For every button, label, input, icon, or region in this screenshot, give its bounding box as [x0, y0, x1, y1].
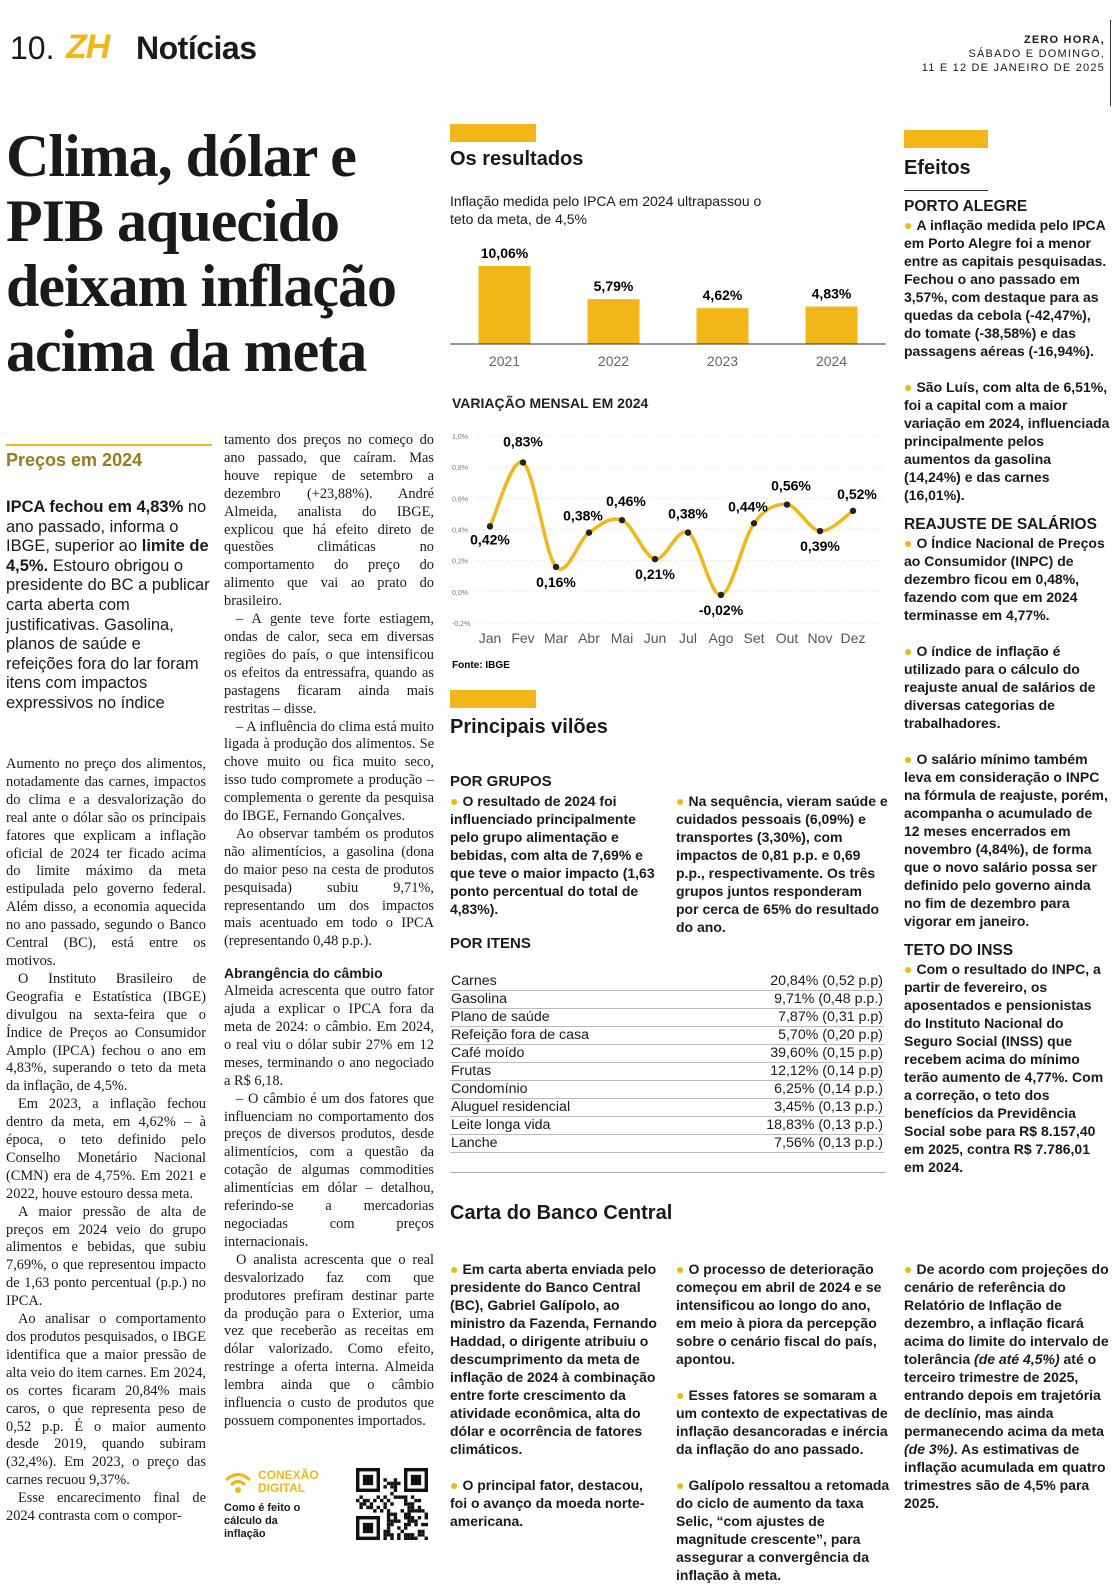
carta-c3-a: De acordo com projeções do cenário de referência do Relatório de Inflação de dezembro, a inflação ficará acima do limite do intervalo de tolerância [904, 1261, 1109, 1367]
reaj-p3-content: O salário mínimo também leva em consideração o INPC na fórmula de reajuste, porém, acompanha o acumulado de 12 meses encerrados em novembro (4,84%), de forma que o novo salário possa ser definido pelo governo ainda no fim de dezembro para vigorar em janeiro. [904, 751, 1108, 929]
carta-c2-p2-content: Esses fatores se somaram a um contexto de expectativas de inflação desancoradas e inércia da inflação do ano passado. [676, 1387, 888, 1457]
y-tick-label: 1,0% [452, 434, 468, 441]
poa-p2-content: São Luís, com alta de 6,51%, foi a capital com a maior variação em 2024, influenciada principalmente pelos aumentos da gasolina (14,24%) e das carnes (16,01%). [904, 379, 1110, 503]
zh-logo: ZH [66, 28, 110, 66]
reaj-p2-content: O índice de inflação é utilizado para o cálculo do reajuste anual de salários de diversas categorias de trabalhadores. [904, 643, 1096, 731]
inss-p1-content: Com o resultado do INPC, a partir de fevereiro, os aposentados e pensionistas do Instituto Nacional do Seguro Social (INSS) que recebem acima do mínimo terão aumento de 4,77%. Com a correção, o teto dos benefícios da Previdência Social sobe para R$ 8.157,40 em 2025, contra R$ 7.786,01 em 2024. [904, 961, 1104, 1175]
item-name: Leite longa vida [450, 1116, 685, 1134]
carta-col1 [450, 1260, 662, 1530]
reaj-p2 [904, 642, 1110, 732]
subheading-cambio: Abrangência do câmbio [224, 965, 383, 982]
point-label: 0,44% [728, 498, 768, 515]
item-value: 6,25% (0,14 p.p.) [685, 1080, 884, 1098]
bullet-icon: ● [904, 961, 913, 977]
itens-title: POR ITENS [450, 935, 531, 952]
paragraph: tamento dos preços no começo do ano passado, que caíram. Mas houve repique de setembro a dezembro (+23,88%). André Almeida, analista do IBGE, explicou que há efeito direto de questões climáticas no comportamento do preço do alimento que vai ao prato do brasileiro. [224, 432, 434, 610]
paragraph: Aumento no preço dos alimentos, notadamente das carnes, impactos do clima e a desvalorização do real ante o dólar são os principais fatores que explicam a inflação oficial de 2024 ter ficado acima do limite máximo da meta estipulada pelo governo federal. Além disso, a economia aquecida no ano passado, segundo o Banco Central (BC), está entre os motivos. [6, 756, 206, 969]
inss-title: TETO DO INSS [904, 942, 1014, 959]
line-chart-title: VARIAÇÃO MENSAL EM 2024 [452, 395, 649, 411]
article-column-1 [6, 756, 206, 1526]
x-tick-label: Out [775, 630, 799, 646]
resultados-subtitle: Inflação medida pelo IPCA em 2024 ultrapassou o teto da meta, de 4,5% [450, 193, 762, 227]
point-label: -0,02% [698, 601, 744, 618]
table-row [450, 1134, 884, 1152]
item-name: Frutas [450, 1062, 685, 1080]
paragraph: – A gente teve forte estiagem, ondas de calor, seca em diversas regiões do país, o que intensificou os efeitos da entressafra, quando as pastagens ficaram ainda mais restritas – disse. [224, 611, 434, 717]
data-point-Jun [652, 556, 658, 562]
lede-text-2: Estouro obrigou o presidente do BC a publicar carta aberta com justificativas. Gasolina, planos de saúde e refeições fora do lar foram itens com impactos expressivos no índice [6, 556, 210, 712]
table-row [450, 1008, 884, 1026]
inss-p1 [904, 960, 1110, 1176]
bullet-icon: ● [904, 643, 913, 659]
table-row [450, 1116, 884, 1134]
bar-label: 4,62% [702, 287, 743, 304]
x-tick-label: Fev [511, 630, 535, 646]
carta-rule [450, 1172, 886, 1173]
conexao-title-2: DIGITAL [258, 1481, 306, 1495]
masthead-days: SÁBADO E DOMINGO, [968, 48, 1105, 60]
item-value: 7,87% (0,31 p.p) [685, 1008, 884, 1026]
wifi-icon [224, 1470, 252, 1494]
y-tick-label: 0,2% [452, 558, 468, 566]
point-label: 0,42% [470, 531, 510, 548]
x-tick-label: Mar [543, 630, 569, 646]
table-row [450, 972, 884, 990]
bullet-icon: ● [904, 379, 913, 395]
bar-2024 [806, 307, 858, 344]
headline: Clima, dólar e PIB aquecido deixam inflação acima da meta [6, 123, 396, 384]
point-label: 0,38% [563, 507, 603, 524]
itens-table [450, 972, 884, 1153]
poa-title: PORTO ALEGRE [904, 198, 1028, 215]
table-row [450, 1098, 884, 1116]
viloes-title: Principais vilões [450, 716, 608, 738]
paragraph: Ao observar também os produtos não alimentícios, a gasolina (dona do maior peso na cesta de produtos pesquisada) subiu 9,71%, representando um dos impactos mais acentuado em todo o IPCA (representando 0,48 p.p.). [224, 825, 434, 950]
x-tick-label: Dez [840, 630, 866, 646]
bullet-icon: ● [904, 535, 913, 551]
data-point-Abr [586, 529, 592, 535]
conexao-subtitle: Como é feito o cálculo da inflação [224, 1502, 301, 1540]
paragraph: Em 2023, a inflação fechou dentro da meta, em 4,62% – à época, o teto definido pelo Conselho Monetário Nacional (CMN) era de 4,75%. Em 2021 e 2022, houve estouro dessa meta. [6, 1096, 206, 1202]
item-value: 20,84% (0,52 p.p) [685, 972, 884, 990]
reaj-p1-content: O Índice Nacional de Preços ao Consumidor (INPC) de dezembro ficou em 0,48%, fazendo com que em 2024 terminasse em 4,77%. [904, 535, 1105, 623]
point-label: 0,56% [771, 477, 811, 494]
precos-title: Preços em 2024 [6, 444, 212, 481]
poa-p2 [904, 378, 1110, 504]
data-point-Nov [817, 528, 823, 534]
conexao-title-1: CONEXÃO [258, 1468, 319, 1482]
carta-c2-p3 [676, 1476, 890, 1584]
bar-category: 2022 [597, 353, 630, 369]
item-value: 18,83% (0,13 p.p.) [685, 1116, 884, 1134]
carta-c3-c: . As estimativas de inflação acumulada em quatro trimestres são de 4,5% para 2025. [904, 1441, 1106, 1511]
item-value: 3,45% (0,13 p.p.) [685, 1098, 884, 1116]
y-tick-label: 0,8% [452, 465, 468, 473]
lede [6, 498, 212, 714]
item-name: Lanche [450, 1134, 685, 1152]
paragraph: O analista acrescenta que o real desvalorizado faz com que produtores prefiram destinar parte da produção para o Exterior, uma vez que receberão as receitas em dólar valorizado. Como efeito, restringe a oferta interna. Almeida lembra ainda que o câmbio influencia o custo de produtos que possuem componentes importados. [224, 1251, 434, 1429]
y-tick-label: -0,2% [452, 621, 471, 628]
resultados-accent [450, 124, 536, 142]
y-tick-label: 0,6% [452, 496, 468, 504]
bar-label: 5,79% [593, 278, 634, 295]
bullet-icon: ● [450, 1261, 459, 1277]
bar-label: 10,06% [480, 245, 529, 261]
data-point-Ago [718, 592, 724, 598]
grupos-text-1 [450, 792, 662, 918]
article-column-2 [224, 432, 434, 1431]
paragraph: Almeida acrescenta que outro fator ajuda a explicar o IPCA fora da meta de 2024: o câmbio. Em 2024, o real viu o dólar subir 27% em 12 meses, terminando o ano negociado a R$ 6,18. [224, 983, 434, 1089]
point-label: 0,52% [837, 485, 877, 502]
data-point-Dez [850, 508, 856, 514]
item-name: Gasolina [450, 990, 685, 1008]
bullet-icon: ● [450, 793, 459, 809]
poa-p1-content: A inflação medida pelo IPCA em Porto Alegre foi a menor entre as capitais pesquisadas. Fechou o ano passado em 3,57%, com destaque para as quedas da cebola (-42,47%), do tomate (-38,58%) e das passagens aéreas (-16,94%). [904, 217, 1107, 359]
item-name: Refeição fora de casa [450, 1026, 685, 1044]
table-row [450, 990, 884, 1008]
data-point-Set [751, 520, 757, 526]
item-value: 12,12% (0,14 p.p) [685, 1062, 884, 1080]
carta-c3-italic-2: (de 3%) [904, 1441, 954, 1457]
bullet-icon: ● [904, 751, 913, 767]
bar-label: 4,83% [811, 285, 852, 302]
item-name: Condomínio [450, 1080, 685, 1098]
carta-c2-p2 [676, 1386, 890, 1458]
bullet-icon: ● [450, 1477, 459, 1493]
paragraph: – O câmbio é um dos fatores que influenciam no comportamento dos preços de diversos produtos, desde alimentícios, com a questão da cotação de algumas commodities alimentícias em dólar – detalhou, referindo-se a mercadorias negociadas com preços internacionais. [224, 1090, 434, 1250]
masthead-paper: ZERO HORA, [1023, 34, 1105, 46]
bullet-icon: ● [904, 217, 913, 233]
bar-category: 2023 [706, 353, 739, 369]
bullet-icon: ● [676, 793, 685, 809]
data-point-Out [784, 501, 790, 507]
efeitos-accent [904, 130, 988, 148]
point-label: 0,38% [668, 505, 708, 522]
x-tick-label: Jan [478, 630, 502, 646]
carta-c2-p3-content: Galípolo ressaltou a retomada do ciclo de aumento da taxa Selic, “com ajustes de magnitude crescente”, para assegurar a convergência da inflação à meta. [676, 1477, 890, 1583]
data-point-Fev [520, 459, 526, 465]
resultados-title: Os resultados [450, 148, 584, 170]
efeitos-rule [904, 190, 988, 191]
bar-2022 [588, 299, 640, 344]
carta-c1-p1-content: Em carta aberta enviada pelo presidente do Banco Central (BC), Gabriel Galípolo, ao ministro da Fazenda, Fernando Haddad, o dirigente atribuiu o descumprimento da meta de inflação de 2024 à combinação entre forte crescimento da atividade econômica, alta do dólar e ocorrência de fatores climáticos. [450, 1261, 657, 1457]
monthly-variation-line-chart [450, 390, 886, 680]
table-row [450, 1044, 884, 1062]
item-value: 39,60% (0,15 p.p) [685, 1044, 884, 1062]
chart-source: Fonte: IBGE [452, 660, 510, 671]
y-tick-label: 0,4% [452, 527, 468, 535]
viloes-accent [450, 690, 536, 708]
grupos-text-1-content: O resultado de 2024 foi influenciado principalmente pelo grupo alimentação e bebidas, com alta de 7,69% e que teve o maior impacto (1,63 ponto percentual do total de 4,83%). [450, 793, 655, 917]
item-name: Café moído [450, 1044, 685, 1062]
table-row [450, 1080, 884, 1098]
data-point-Mai [619, 517, 625, 523]
point-label: 0,39% [800, 538, 840, 555]
bullet-icon: ● [676, 1261, 685, 1277]
masthead [922, 33, 1105, 75]
carta-col3 [904, 1260, 1110, 1512]
header-divider [1110, 20, 1111, 106]
x-tick-label: Mai [610, 630, 634, 646]
point-label: 0,83% [503, 433, 543, 450]
annual-ipca-bar-chart [450, 236, 886, 372]
x-tick-label: Jul [679, 630, 697, 646]
qr-code[interactable] [356, 1468, 428, 1540]
carta-title: Carta do Banco Central [450, 1202, 673, 1224]
reaj-p3 [904, 750, 1110, 930]
grupos-title: POR GRUPOS [450, 773, 552, 790]
carta-c3-b: até o terceiro trimestre de 2025, entrando depois em trajetória de declínio, mas ainda permanecendo acima da meta [904, 1351, 1104, 1439]
paragraph: – A influência do clima está muito ligada à produção dos alimentos. Se chove muito ou fica muito seco, isso tudo compromete a produção – complementa o gerente da pesquisa do IBGE, Fernando Gonçalves. [224, 718, 434, 825]
item-value: 9,71% (0,48 p.p.) [685, 990, 884, 1008]
lede-bold-1: IPCA fechou em 4,83% [6, 498, 184, 516]
paragraph: A maior pressão de alta de preços em 2024 veio do grupo alimentos e bebidas, que subiu 7,69%, o que representou impacto de 1,63 ponto percentual (p.p.) no IPCA. [6, 1203, 206, 1310]
bullet-icon: ● [676, 1477, 685, 1493]
point-label: 0,46% [606, 493, 646, 510]
table-row [450, 1026, 884, 1044]
carta-c1-p2 [450, 1476, 662, 1530]
bar-2021 [479, 266, 531, 344]
carta-c2-p1 [676, 1260, 890, 1368]
bullet-icon: ● [904, 1261, 913, 1277]
x-tick-label: Jun [643, 630, 667, 646]
x-tick-label: Abr [578, 630, 600, 646]
efeitos-column [904, 198, 1110, 1176]
paragraph: Esse encarecimento final de 2024 contrasta com o compor- [6, 1490, 206, 1525]
point-label: 0,21% [635, 566, 675, 583]
bar-category: 2021 [488, 353, 521, 369]
item-value: 5,70% (0,20 p.p) [685, 1026, 884, 1044]
poa-p1 [904, 216, 1110, 360]
carta-col2 [676, 1260, 890, 1584]
efeitos-title: Efeitos [904, 157, 971, 179]
paragraph: O Instituto Brasileiro de Geografia e Estatística (IBGE) divulgou na sexta-feira que o Índice de Preços ao Consumidor Amplo (IPCA) fechou o ano em 4,83%, superando o teto da meta da inflação, de 4,5%. [6, 970, 206, 1095]
bar-2023 [697, 308, 749, 344]
carta-c1-p1 [450, 1260, 662, 1458]
data-point-Jul [685, 529, 691, 535]
conexao-title [258, 1469, 319, 1495]
item-name: Plano de saúde [450, 1008, 685, 1026]
lede-bold-2: limite de 4,5%. [6, 537, 209, 575]
page-number: 10. [10, 30, 55, 66]
point-label: 0,16% [536, 573, 576, 590]
masthead-date: 11 E 12 DE JANEIRO DE 2025 [921, 62, 1105, 74]
item-name: Carnes [450, 972, 685, 990]
grupos-text-2-content: Na sequência, vieram saúde e cuidados pessoais (6,09%) e transportes (3,30%), com impactos de 0,81 p.p. e 0,69 p.p., respectivamente. Os três grupos juntos responderam por cerca de 65% do resultado do ano. [676, 793, 888, 935]
data-point-Mar [553, 564, 559, 570]
bar-category: 2024 [815, 353, 848, 369]
table-row [450, 1062, 884, 1080]
reaj-p1 [904, 534, 1110, 624]
carta-c2-p1-content: O processo de deterioração começou em abril de 2024 e se intensificou ao longo do ano, em meio à piora da percepção sobre o cenário fiscal do país, apontou. [676, 1261, 882, 1367]
y-tick-label: 0,0% [452, 589, 468, 597]
section-name: Notícias [136, 30, 257, 66]
x-tick-label: Set [743, 630, 765, 646]
reajuste-title: REAJUSTE DE SALÁRIOS [904, 516, 1097, 533]
carta-c1-p2-content: O principal fator, destacou, foi o avanço da moeda norte-americana. [450, 1477, 645, 1529]
data-point-Jan [487, 523, 493, 529]
carta-c3-italic-1: (de até 4,5%) [974, 1351, 1060, 1367]
bullet-icon: ● [676, 1387, 685, 1403]
paragraph: Ao analisar o comportamento dos produtos pesquisados, o IBGE identifica que a maior pressão de alta veio do item carnes. Em 2024, os cortes ficaram 20,84% mais caros, o que representa peso de 0,52 p.p. É o maior aumento desde 2019, quando subiram (32,4%). Em 2023, o preço das carnes recuou 9,37%. [6, 1311, 206, 1489]
carta-c3-p1 [904, 1260, 1110, 1512]
x-tick-label: Ago [708, 630, 734, 646]
grupos-text-2 [676, 792, 888, 936]
item-name: Aluguel residencial [450, 1098, 685, 1116]
lede-text-1: no ano passado, informa o IBGE, superior ao [6, 498, 207, 556]
item-value: 7,56% (0,13 p.p.) [685, 1134, 884, 1152]
x-tick-label: Nov [807, 630, 833, 646]
